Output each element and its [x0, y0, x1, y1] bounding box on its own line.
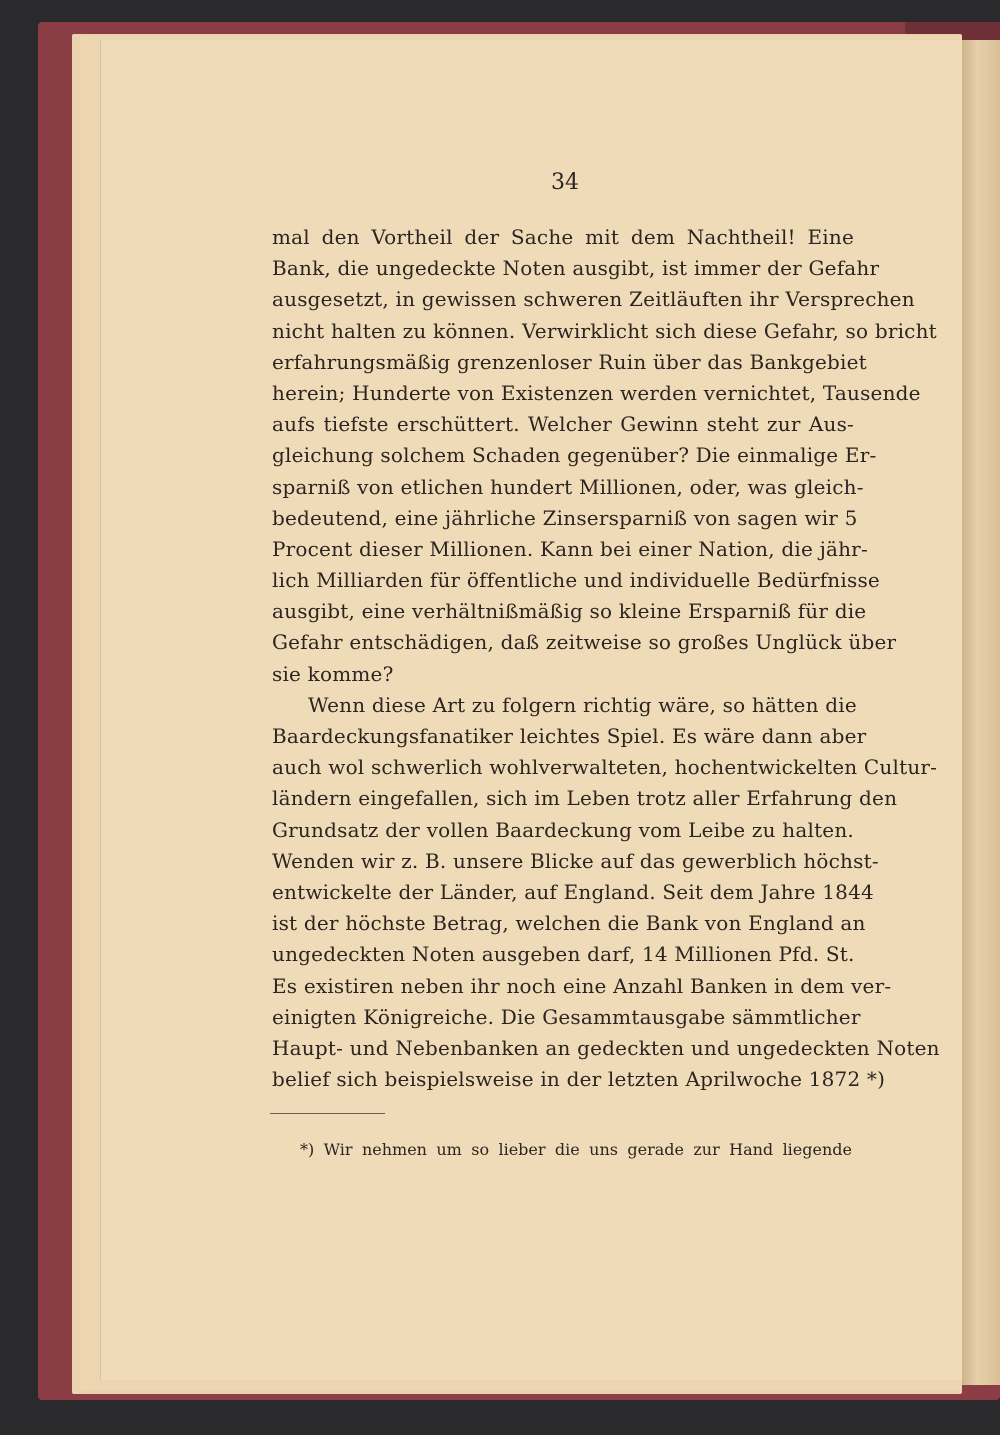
text-line: sparniß von etlichen hundert Millionen, oder, was gleich-	[272, 474, 864, 499]
text-line: lich Milliarden für öffentliche und individuelle Bedürfnisse	[272, 568, 880, 593]
text-line: mal den Vortheil der Sache mit dem Nachtheil! Eine	[272, 225, 854, 249]
text-line: gleichung solchem Schaden gegenüber? Die einmalige Er-	[272, 443, 877, 468]
footnote: *) Wir nehmen um so lieber die uns gerade zur Hand liegende	[300, 1140, 852, 1159]
text-line: belief sich beispielsweise in der letzten Aprilwoche 1872 *)	[272, 1067, 886, 1092]
text-line: Wenden wir z. B. unsere Blicke auf das gewerblich höchst-	[272, 848, 879, 873]
text-line: Baardeckungsfanatiker leichtes Spiel. Es wäre dann aber	[272, 724, 867, 748]
text-line: ungedeckten Noten ausgeben darf, 14 Millionen Pfd. St.	[272, 942, 855, 967]
text-line: ausgesetzt, in gewissen schweren Zeitläuften ihr Versprechen	[272, 287, 915, 312]
text-line: Grundsatz der vollen Baardeckung vom Leibe zu halten.	[272, 817, 854, 842]
text-line: erfahrungsmäßig grenzenloser Ruin über das Bankgebiet	[272, 349, 867, 374]
text-line: herein; Hunderte von Existenzen werden vernichtet, Tausende	[272, 380, 921, 405]
text-line: Procent dieser Millionen. Kann bei einer Nation, die jähr-	[272, 536, 868, 561]
text-line: ausgibt, eine verhältnißmäßig so kleine Ersparniß für die	[272, 599, 867, 624]
text-line: aufs tiefste erschüttert. Welcher Gewinn steht zur Aus-	[272, 412, 854, 437]
text-line: ist der höchste Betrag, welchen die Bank von England an	[272, 911, 866, 936]
text-line: sie komme?	[272, 661, 394, 686]
text-line: Gefahr entschädigen, daß zeitweise so großes Unglück über	[272, 630, 897, 655]
text-line: Es existiren neben ihr noch eine Anzahl Banken in dem ver-	[272, 973, 892, 998]
page-number: 34	[551, 170, 579, 195]
page-gutter	[962, 40, 1000, 1385]
text-line: einigten Königreiche. Die Gesammtausgabe sämmtlicher	[272, 1004, 861, 1029]
text-line: Bank, die ungedeckte Noten ausgibt, ist immer der Gefahr	[272, 256, 880, 281]
text-line: Haupt- und Nebenbanken an gedeckten und ungedeckten Noten	[272, 1035, 940, 1060]
footnote-divider	[270, 1113, 385, 1114]
text-line: ländern eingefallen, sich im Leben trotz aller Erfahrung den	[272, 786, 898, 811]
text-line: Wenn diese Art zu folgern richtig wäre, so hätten die	[308, 692, 857, 717]
text-line: nicht halten zu können. Verwirklicht sich diese Gefahr, so bricht	[272, 318, 937, 343]
body-text	[272, 222, 940, 1095]
text-line: auch wol schwerlich wohlverwalteten, hochentwickelten Cultur-	[272, 755, 938, 780]
text-line: bedeutend, eine jährliche Zinsersparniß von sagen wir 5	[272, 505, 858, 530]
text-line: entwickelte der Länder, auf England. Seit dem Jahre 1844	[272, 879, 874, 904]
